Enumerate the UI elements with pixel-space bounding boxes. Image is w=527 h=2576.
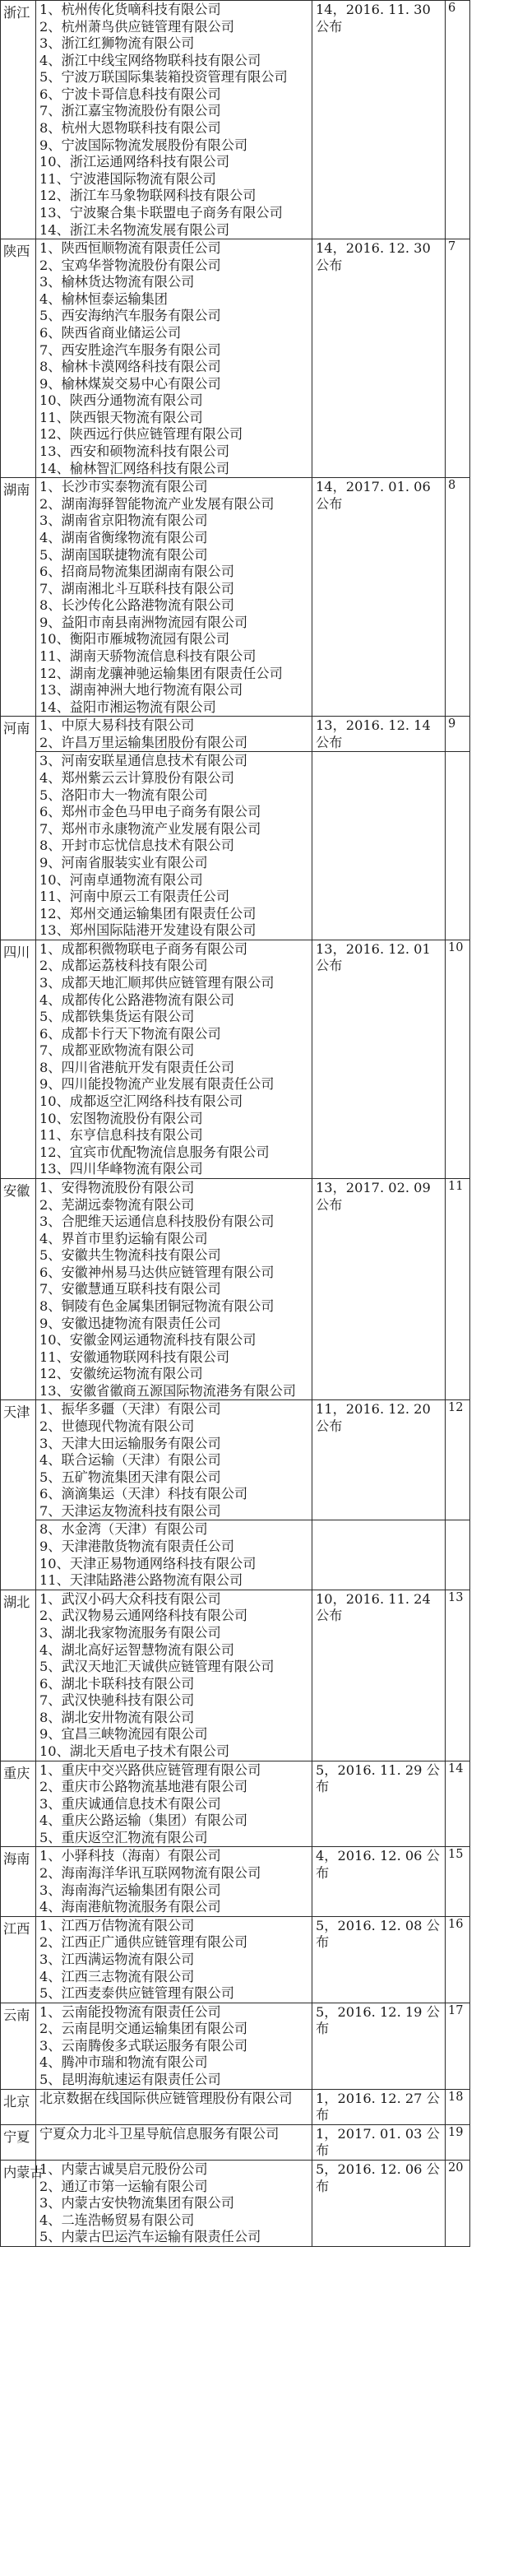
announcement-cell: 1，2016. 12. 27 公布 — [312, 2089, 446, 2124]
company-name: 10、湖北天盾电子技术有限公司 — [39, 1743, 230, 1759]
company-name: 9、安徽迅捷物流有限责任公司 — [39, 1315, 221, 1331]
table-row — [1, 239, 527, 478]
row-number-cell: 7 — [446, 239, 470, 478]
announcement-cell: 5，2016. 12. 19 公布 — [312, 2003, 446, 2089]
company-name: 12、陕西远行供应链管理有限公司 — [39, 426, 243, 443]
company-name: 12、浙江车马象物联网科技有限公司 — [39, 188, 257, 204]
province-cell: 天津 — [1, 1400, 36, 1590]
announcement-cell: 4，2016. 12. 06 公布 — [312, 1847, 446, 1916]
company-name: 10、衡阳市雁城物流园有限公司 — [39, 631, 230, 647]
company-name: 5、西安海纳汽车服务有限公司 — [39, 308, 221, 324]
company-name: 12、安徽统运物流有限公司 — [39, 1366, 203, 1382]
table-row — [1, 1178, 527, 1400]
company-name: 6、陕西省商业储运公司 — [39, 324, 182, 341]
company-name: 3、重庆诚通信息技术有限公司 — [39, 1795, 221, 1812]
blank-margin — [470, 2003, 527, 2089]
company-name: 2、湖南海驿智能物流产业发展有限公司 — [39, 495, 275, 512]
announcement-cell: 11，2016. 12. 20 公布 — [312, 1400, 446, 1520]
company-name: 2、成都运荔枝科技有限公司 — [39, 958, 208, 974]
province-cell: 云南 — [1, 2003, 36, 2089]
province-cell: 浙江 — [1, 1, 36, 239]
company-name: 2、世德现代物流有限公司 — [39, 1418, 195, 1435]
company-name: 6、宁波卡哥信息科技有限公司 — [39, 86, 221, 102]
company-name: 4、郑州紫云云计算股份有限公司 — [39, 770, 234, 787]
company-list-cell — [36, 2160, 312, 2246]
announcement-cell: 1，2017. 01. 03 公布 — [312, 2124, 446, 2160]
company-name: 10、陕西分通物流有限公司 — [39, 392, 203, 409]
company-name: 14、榆林智汇网络科技有限公司 — [39, 460, 230, 476]
table-row — [1, 2160, 527, 2246]
company-name: 6、成都卡行天下物流有限公司 — [39, 1025, 221, 1042]
company-name: 13、宁波聚合集卡联盟电子商务有限公司 — [39, 204, 283, 220]
row-number-cell: 13 — [446, 1590, 470, 1761]
table-row — [1, 940, 527, 1178]
company-name: 5、湖南国联捷物流有限公司 — [39, 546, 208, 563]
blank-margin — [470, 2089, 527, 2124]
company-name: 8、开封市忘忧信息技术有限公司 — [39, 838, 234, 854]
company-name: 7、湖南湘北斗互联科技有限公司 — [39, 580, 234, 596]
blank-margin — [470, 239, 527, 478]
province-cell: 陕西 — [1, 239, 36, 478]
company-name: 5、宁波万联国际集装箱投资管理有限公司 — [39, 69, 288, 86]
company-list-cell — [36, 2003, 312, 2089]
table-row — [1, 1847, 527, 1916]
company-name: 8、长沙传化公路港物流有限公司 — [39, 597, 234, 614]
company-name: 10、安徽金网运通物流科技有限公司 — [39, 1332, 257, 1348]
company-name: 4、湖南省衡缘物流有限公司 — [39, 529, 208, 545]
company-name: 2、云南昆明交通运输集团有限公司 — [39, 2021, 248, 2037]
company-name: 1、杭州传化货嘀科技有限公司 — [39, 2, 221, 17]
company-name: 1、安得物流股份有限公司 — [39, 1179, 195, 1195]
company-name: 4、湖北高好运智慧物流有限公司 — [39, 1641, 234, 1658]
province-cell: 河南 — [1, 717, 36, 940]
company-name: 8、榆林卡漠网络科技有限公司 — [39, 359, 221, 375]
province-cell: 湖北 — [1, 1590, 36, 1761]
province-cell: 四川 — [1, 940, 36, 1178]
table-row — [1, 1520, 527, 1590]
company-name: 3、海南海汽运输集团有限公司 — [39, 1882, 221, 1898]
company-name: 9、宁波国际物流发展股份有限公司 — [39, 137, 248, 153]
table-row — [1, 478, 527, 717]
company-name: 7、郑州市永康物流产业发展有限公司 — [39, 820, 261, 837]
company-name: 7、成都亚欧物流有限公司 — [39, 1042, 195, 1059]
company-name: 北京数据在线国际供应链管理股份有限公司 — [39, 2090, 293, 2106]
announcement-cell: 14，2017. 01. 06 公布 — [312, 478, 446, 717]
company-name: 7、西安胜途汽车服务有限公司 — [39, 341, 221, 358]
company-name: 8、水金湾（天津）有限公司 — [39, 1521, 208, 1538]
company-list-cell — [36, 2124, 312, 2160]
company-name: 11、宁波港国际物流有限公司 — [39, 170, 216, 187]
company-name: 3、浙江红狮物流有限公司 — [39, 35, 195, 52]
company-name: 5、安徽共生物流科技有限公司 — [39, 1247, 221, 1264]
company-name: 2、江西正广通供应链管理有限公司 — [39, 1934, 248, 1951]
row-number-cell: 8 — [446, 478, 470, 717]
company-name: 4、海南港航物流服务有限公司 — [39, 1899, 221, 1915]
company-name: 3、江西满运物流有限公司 — [39, 1951, 195, 1967]
company-name: 3、成都天地汇顺邦供应链管理有限公司 — [39, 974, 275, 991]
company-name: 3、天津大田运输服务有限公司 — [39, 1435, 221, 1451]
company-list-cell — [36, 478, 312, 717]
company-name: 9、榆林煤炭交易中心有限公司 — [39, 375, 221, 392]
company-name: 4、江西三志物流有限公司 — [39, 1968, 195, 1984]
company-name: 11、天津陆路港公路物流有限公司 — [39, 1572, 243, 1589]
company-name: 9、益阳市南县南洲物流园有限公司 — [39, 614, 248, 630]
company-name: 13、郑州国际陆港开发建设有限公司 — [39, 922, 257, 939]
company-name: 7、天津运友物流科技有限公司 — [39, 1502, 221, 1519]
company-name: 1、振华多疆（天津）有限公司 — [39, 1401, 221, 1418]
company-name: 11、陕西银天物流有限公司 — [39, 409, 203, 425]
company-list-cell — [36, 1400, 312, 1520]
company-list-cell — [36, 2089, 312, 2124]
blank-margin — [470, 1916, 527, 2003]
company-name: 4、联合运输（天津）有限公司 — [39, 1452, 221, 1469]
company-name: 4、重庆公路运输（集团）有限公司 — [39, 1812, 248, 1829]
company-name: 2、武汉物易云通网络科技有限公司 — [39, 1608, 248, 1624]
company-name: 1、长沙市实泰物流有限公司 — [39, 479, 208, 495]
company-name: 5、洛阳市大一物流有限公司 — [39, 787, 208, 803]
company-name: 4、榆林恒泰运输集团 — [39, 290, 168, 307]
row-number-cell: 20 — [446, 2160, 470, 2246]
company-name: 12、宜宾市优配物流信息服务有限公司 — [39, 1144, 270, 1160]
row-number-cell: 6 — [446, 1, 470, 239]
company-name: 10、宏图物流股份有限公司 — [39, 1110, 203, 1126]
table-row — [1, 1400, 527, 1520]
company-name: 11、湖南天骄物流信息科技有限公司 — [39, 647, 257, 664]
announcement-cell: 13，2016. 12. 01 公布 — [312, 940, 446, 1178]
province-cell: 江西 — [1, 1916, 36, 2003]
company-name: 1、江西万佶物流有限公司 — [39, 1917, 195, 1933]
table-row — [1, 1, 527, 239]
company-name: 13、安徽省徽商五源国际物流港务有限公司 — [39, 1382, 296, 1399]
announcement-cell — [312, 1520, 446, 1590]
province-cell: 安徽 — [1, 1178, 36, 1400]
blank-margin — [470, 478, 527, 717]
announcement-cell: 5，2016. 12. 06 公布 — [312, 2160, 446, 2246]
row-number-cell: 15 — [446, 1847, 470, 1916]
company-name: 6、郑州市金色马甲电子商务有限公司 — [39, 804, 261, 820]
company-name: 3、内蒙古安快物流集团有限公司 — [39, 2195, 234, 2212]
company-name: 10、浙江运通网络科技有限公司 — [39, 154, 230, 170]
blank-margin — [470, 752, 527, 940]
company-name: 14、浙江未名物流发展有限公司 — [39, 221, 230, 238]
company-name: 1、陕西恒顺物流有限责任公司 — [39, 240, 221, 257]
company-name: 7、浙江嘉宝物流股份有限公司 — [39, 103, 221, 119]
company-name: 2、宝鸡华誉物流股份有限公司 — [39, 257, 221, 273]
row-number-cell: 18 — [446, 2089, 470, 2124]
blank-margin — [470, 1847, 527, 1916]
company-name: 3、湖北我家物流服务有限公司 — [39, 1624, 221, 1641]
company-name: 5、武汉天地汇天诚供应链管理有限公司 — [39, 1659, 275, 1675]
blank-margin — [470, 1178, 527, 1400]
blank-margin — [470, 2160, 527, 2246]
company-name: 2、海南海洋华讯互联网物流有限公司 — [39, 1865, 261, 1882]
company-name: 3、云南腾俊多式联运服务有限公司 — [39, 2037, 248, 2054]
company-list-cell — [36, 752, 312, 940]
table-row — [1, 1761, 527, 1847]
company-name: 5、江西麦泰供应链管理有限公司 — [39, 1985, 234, 2002]
table-row — [1, 752, 527, 940]
announcement-cell: 14，2016. 11. 30 公布 — [312, 1, 446, 239]
company-name: 3、河南安联星通信息技术有限公司 — [39, 753, 248, 769]
company-list-cell — [36, 239, 312, 478]
company-name: 1、武汉小码大众科技有限公司 — [39, 1590, 221, 1607]
row-number-cell — [446, 752, 470, 940]
blank-margin — [470, 717, 527, 752]
company-name: 11、东亨信息科技有限公司 — [39, 1127, 203, 1144]
province-cell: 北京 — [1, 2089, 36, 2124]
company-name: 1、小驿科技（海南）有限公司 — [39, 1848, 221, 1864]
company-name: 8、四川省港航开发有限责任公司 — [39, 1059, 234, 1075]
announcement-cell: 5，2016. 11. 29 公布 — [312, 1761, 446, 1847]
announcement-cell: 10，2016. 11. 24 公布 — [312, 1590, 446, 1761]
company-name: 6、滴滴集运（天津）科技有限公司 — [39, 1486, 248, 1502]
company-name: 11、安徽通物联网科技有限公司 — [39, 1348, 230, 1365]
company-name: 4、浙江中线宝网络物联科技有限公司 — [39, 52, 261, 68]
blank-margin — [470, 1761, 527, 1847]
company-list-cell — [36, 1847, 312, 1916]
company-name: 13、湖南神洲大地行物流有限公司 — [39, 682, 243, 699]
row-number-cell: 11 — [446, 1178, 470, 1400]
company-name: 1、内蒙古诚昊启元股份公司 — [39, 2161, 208, 2177]
company-name: 5、五矿物流集团天津有限公司 — [39, 1469, 221, 1485]
province-cell: 海南 — [1, 1847, 36, 1916]
company-name: 4、二连浩畅贸易有限公司 — [39, 2212, 195, 2228]
announcement-cell — [312, 752, 446, 940]
company-name: 1、云南能投物流有限责任公司 — [39, 2003, 221, 2020]
company-list-cell — [36, 717, 312, 752]
company-name: 8、湖北安卅物流有限公司 — [39, 1709, 195, 1725]
company-name: 6、招商局物流集团湖南有限公司 — [39, 564, 234, 580]
company-name: 8、铜陵有色金属集团铜冠物流有限公司 — [39, 1297, 275, 1314]
province-cell: 宁夏 — [1, 2124, 36, 2160]
company-name: 4、成都传化公路港物流有限公司 — [39, 991, 234, 1008]
company-name: 1、成都积微物联电子商务有限公司 — [39, 940, 248, 957]
company-name: 9、宜昌三峡物流园有限公司 — [39, 1726, 208, 1743]
table-row — [1, 2003, 527, 2089]
company-name: 6、安徽神州易马达供应链管理有限公司 — [39, 1264, 275, 1280]
company-list-cell — [36, 1590, 312, 1761]
blank-margin — [470, 1, 527, 239]
company-list-cell — [36, 1761, 312, 1847]
blank-margin — [470, 2124, 527, 2160]
blank-margin — [470, 1590, 527, 1761]
company-list-cell — [36, 940, 312, 1178]
row-number-cell: 17 — [446, 2003, 470, 2089]
company-list-cell — [36, 1178, 312, 1400]
company-name: 2、杭州萧鸟供应链管理有限公司 — [39, 18, 234, 35]
row-number-cell: 19 — [446, 2124, 470, 2160]
row-number-cell: 16 — [446, 1916, 470, 2003]
company-name: 13、西安和硕物流科技有限公司 — [39, 443, 230, 460]
announcement-cell: 13，2017. 02. 09 公布 — [312, 1178, 446, 1400]
province-cell: 重庆 — [1, 1761, 36, 1847]
announcement-cell: 13，2016. 12. 14 公布 — [312, 717, 446, 752]
table-row — [1, 1916, 527, 2003]
company-name: 8、杭州大恩物联科技有限公司 — [39, 120, 221, 137]
company-name: 10、天津正易物通网络科技有限公司 — [39, 1555, 257, 1571]
company-name: 3、榆林货达物流有限公司 — [39, 274, 195, 290]
province-cell: 湖南 — [1, 478, 36, 717]
company-name: 7、武汉快驰科技有限公司 — [39, 1692, 195, 1709]
company-list-cell — [36, 1916, 312, 2003]
table-row — [1, 1590, 527, 1761]
table-row — [1, 717, 527, 752]
company-name: 4、界首市里豹运输有限公司 — [39, 1230, 208, 1246]
row-number-cell: 14 — [446, 1761, 470, 1847]
company-name: 10、河南卓通物流有限公司 — [39, 871, 203, 888]
company-name: 12、湖南龙骧神驰运输集团有限责任公司 — [39, 665, 283, 681]
company-name: 11、河南中原云工有限责任公司 — [39, 889, 230, 905]
company-name: 4、腾冲市瑞和物流有限公司 — [39, 2054, 208, 2071]
company-name: 5、成都铁集货运有限公司 — [39, 1009, 195, 1025]
table-row — [1, 2124, 527, 2160]
company-name: 10、成都返空汇网络科技有限公司 — [39, 1093, 243, 1110]
company-name: 2、通辽市第一运输有限公司 — [39, 2178, 208, 2194]
announcement-cell: 14，2016. 12. 30 公布 — [312, 239, 446, 478]
company-name: 9、河南省服装实业有限公司 — [39, 854, 208, 870]
company-name: 14、益阳市湘运物流有限公司 — [39, 699, 216, 715]
announcement-cell: 5，2016. 12. 08 公布 — [312, 1916, 446, 2003]
company-name: 12、郑州交通运输集团有限责任公司 — [39, 905, 257, 921]
company-name: 3、湖南省京阳物流有限公司 — [39, 513, 208, 529]
row-number-cell: 12 — [446, 1400, 470, 1520]
company-list-cell — [36, 1, 312, 239]
company-name: 3、合肥维天运通信息科技股份有限公司 — [39, 1214, 275, 1230]
company-name: 5、内蒙古巴运汽车运输有限责任公司 — [39, 2229, 261, 2245]
company-name: 7、安徽慧通互联科技有限公司 — [39, 1281, 221, 1297]
blank-margin — [470, 1400, 527, 1520]
blank-margin — [470, 940, 527, 1178]
company-name: 2、芜湖远泰物流有限公司 — [39, 1196, 195, 1213]
company-name: 1、重庆中交兴路供应链管理有限公司 — [39, 1761, 261, 1778]
company-name: 9、四川能投物流产业发展有限责任公司 — [39, 1076, 275, 1093]
company-name: 1、中原大易科技有限公司 — [39, 717, 195, 734]
company-name: 2、许昌万里运输集团股份有限公司 — [39, 734, 248, 750]
row-number-cell: 10 — [446, 940, 470, 1178]
province-cell: 内蒙古 — [1, 2160, 36, 2246]
row-number-cell: 9 — [446, 717, 470, 752]
company-list-cell — [36, 1520, 312, 1590]
table-row — [1, 2089, 527, 2124]
company-name: 宁夏众力北斗卫星导航信息服务有限公司 — [39, 2125, 280, 2142]
company-name: 2、重庆市公路物流基地港有限公司 — [39, 1779, 248, 1795]
company-name: 13、四川华峰物流有限公司 — [39, 1161, 203, 1177]
company-name: 5、重庆返空汇物流有限公司 — [39, 1829, 208, 1845]
company-name: 6、湖北卡联科技有限公司 — [39, 1675, 195, 1692]
blank-margin — [470, 1520, 527, 1590]
company-name: 5、昆明海航速运有限责任公司 — [39, 2071, 221, 2087]
row-number-cell — [446, 1520, 470, 1590]
company-name: 9、天津港散货物流有限责任公司 — [39, 1539, 234, 1555]
